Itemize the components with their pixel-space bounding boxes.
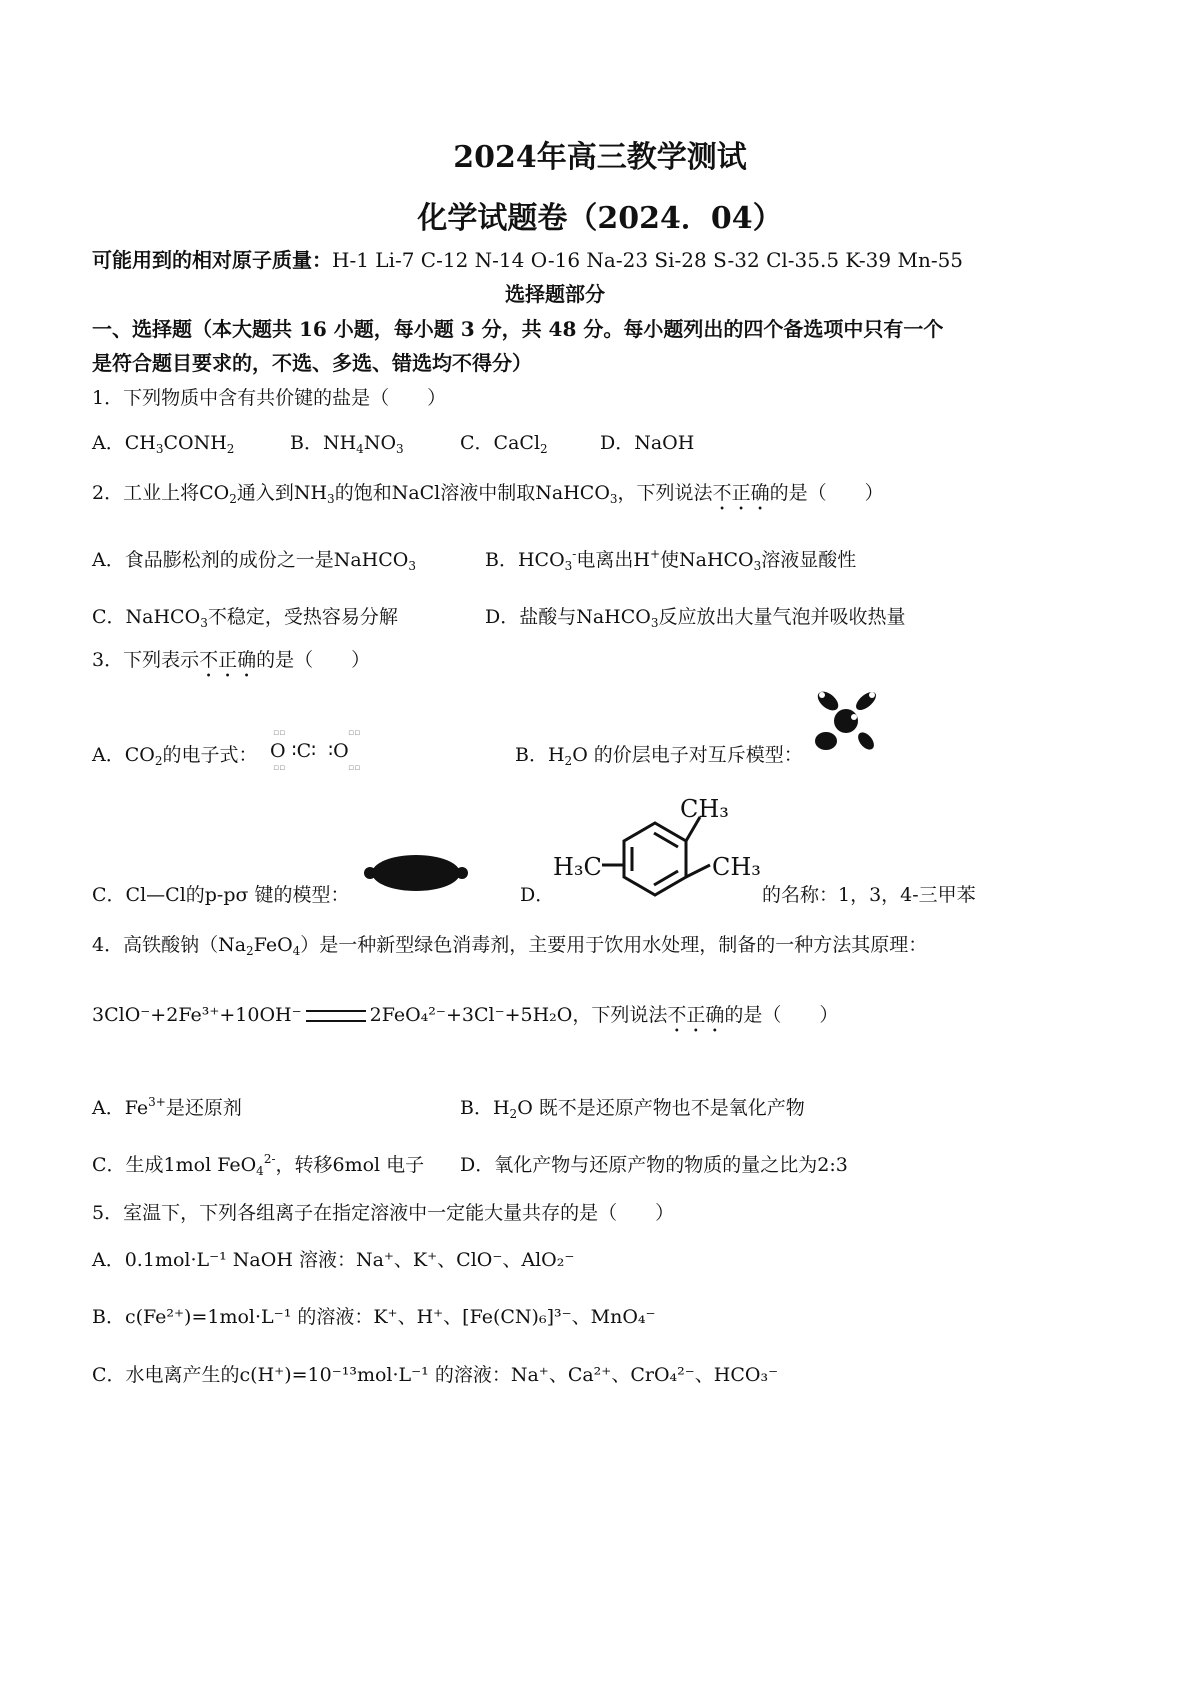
q4-option-b: B．$H_2O$ 既不是还原产物也不是氧化产物	[460, 1097, 805, 1121]
q5-stem: 5．室温下，下列各组离子在指定溶液中一定能大量共存的是（ ）	[92, 1202, 675, 1224]
q2-option-a: A．食品膨松剂的成份之一是NaHCO$_3$	[92, 549, 416, 573]
section-heading-line1: 一、选择题（本大题共 16 小题，每小题 3 分，共 48 分。每小题列出的四个备选项中只有一个	[92, 317, 944, 341]
q1-option-d: D．NaOH	[600, 432, 695, 454]
trimethylbenzene-structure	[550, 793, 762, 905]
q5-option-c: C．水电离产生的c(H⁺)=10⁻¹³mol·L⁻¹ 的溶液：Na⁺、Ca²⁺、CrO₄²⁻、HCO₃⁻	[92, 1364, 779, 1386]
q5-option-b: B．c(Fe²⁺)=1mol·L⁻¹ 的溶液：K⁺、H⁺、[Fe(CN)₆]³⁻、MnO₄⁻	[92, 1306, 656, 1328]
q1-option-c: C．CaCl$_2$	[460, 432, 548, 456]
electron-dots-marker: ▫▫	[273, 728, 286, 738]
q1-option-a: A．$CH_3CONH_2$	[92, 432, 235, 456]
q4-option-d: D．氧化产物与还原产物的物质的量之比为2:3	[460, 1154, 848, 1176]
equation-products: 2FeO₄²⁻+3Cl⁻+5H₂O	[369, 1004, 573, 1026]
q4-equation: 3ClO⁻+2Fe³⁺+10OH⁻ 2FeO₄²⁻+3Cl⁻+5H₂O，下列说法不正确的是（ ）	[92, 1004, 839, 1026]
q4-option-a: A．$Fe^{3+}$是还原剂	[92, 1095, 242, 1119]
q3-option-c: C．Cl—Cl的p-pσ 键的模型：	[92, 884, 350, 906]
equals-sign-icon	[306, 1010, 366, 1022]
q2-option-d: D．盐酸与NaHCO$_3$反应放出大量气泡并吸收热量	[485, 606, 906, 630]
atomic-mass-values: H-1 Li-7 C-12 N-14 O-16 Na-23 Si-28 S-32 Cl-35.5 K-39 Mn-55	[332, 248, 964, 272]
h3c-left-label: H₃C	[553, 853, 602, 881]
electron-dots-marker: ▫▫	[273, 763, 286, 773]
q2-option-b: B．$HCO_3^-$电离出H+使NaHCO$_3$溶液显酸性	[485, 547, 857, 573]
section-heading-line2: 是符合题目要求的，不选、多选、错选均不得分）	[92, 351, 532, 375]
q2-stem: 2．工业上将$CO_2$通入到$NH_3$的饱和NaCl溶液中制取NaHCO$_3$，下列说法不正确的是（ ）	[92, 482, 884, 506]
q3-option-b: B．$H_2O$ 的价层电子对互斥模型：	[515, 744, 803, 768]
co2-electron-formula: O ∶C∶ ∶O	[270, 740, 349, 762]
part-title: 选择题部分	[505, 282, 605, 306]
ch3-right-label: CH₃	[712, 853, 761, 881]
electron-dots-marker: ▫▫	[348, 728, 361, 738]
q3-stem: 3．下列表示不正确的是（ ）	[92, 649, 371, 671]
paper-title: 化学试题卷（2024．04）	[417, 201, 783, 236]
q1-option-b: B．$NH_4NO_3$	[290, 432, 404, 456]
atomic-mass-label: 可能用到的相对原子质量：	[92, 248, 332, 272]
vsepr-model-image	[808, 683, 884, 759]
exam-title: 2024年高三教学测试	[453, 140, 747, 175]
atomic-mass-line	[92, 244, 963, 273]
q2-option-c: C．NaHCO$_3$不稳定，受热容易分解	[92, 606, 398, 630]
pp-sigma-bond-model	[362, 853, 470, 893]
equation-reactants: 3ClO⁻+2Fe³⁺+10OH⁻	[92, 1004, 302, 1026]
electron-dots-marker: ▫▫	[348, 763, 361, 773]
q4-stem: 4．高铁酸钠$(Na_2FeO_4)$是一种新型绿色消毒剂，主要用于饮用水处理，制备的一种方法其原理：	[92, 934, 928, 958]
q3-option-d-name: 的名称：1，3，4-三甲苯	[762, 884, 976, 906]
q1-stem: 1．下列物质中含有共价键的盐是（ ）	[92, 387, 447, 409]
ch3-top-label: CH₃	[680, 795, 729, 823]
q4-option-c: C．生成1mol FeO$_4^{2-}$，转移6mol 电子	[92, 1152, 425, 1178]
q3-option-d: D．	[520, 884, 555, 906]
q3-option-a: A．$CO_2$的电子式：	[92, 744, 258, 768]
q5-option-a: A．0.1mol·L⁻¹ NaOH 溶液：Na⁺、K⁺、ClO⁻、AlO₂⁻	[92, 1249, 575, 1271]
